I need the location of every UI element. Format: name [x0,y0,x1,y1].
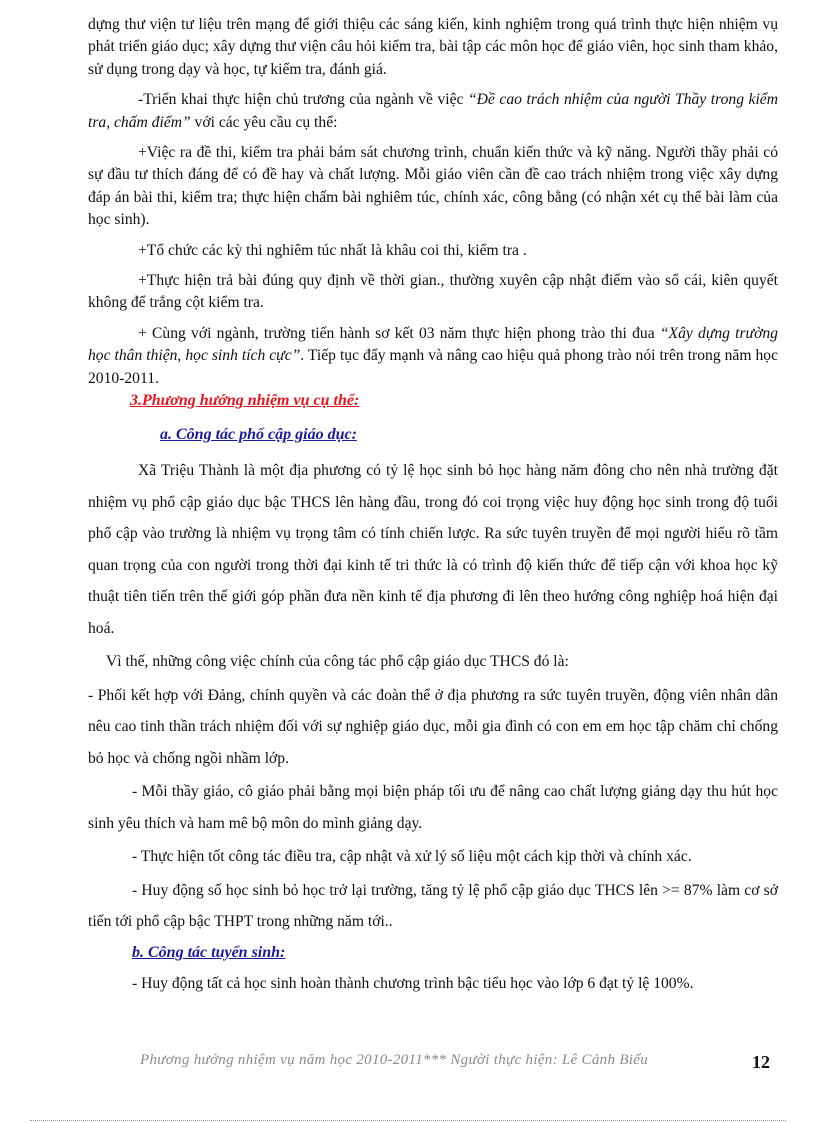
paragraph-6 [88,323,778,390]
section-3-heading-wrap [88,392,778,410]
bottom-divider [30,1120,786,1121]
paragraph-2-quote: “Đề cao trách nhiệm của người Thầy trong kiểm tra, chấm điểm” [88,91,778,131]
paragraph-2-pre: -Triển khai thực hiện chủ trương của ngành về việc [138,91,468,109]
paragraph-6-post: . Tiếp tục đẩy mạnh và nâng cao hiệu quả phong trào nói trên trong năm học 2010-2011. [88,347,779,387]
paragraph-11: - Thực hiện tốt công tác điều tra, cập nhật và xử lý số liệu một cách kịp thời và chính xác. [132,848,692,865]
paragraph-7: Xã Triệu Thành là một địa phương có tỷ lệ học sinh bỏ học hàng năm đông cho nên nhà trường đặt nhiệm vụ phổ cập giáo dục bậc THCS lên hàng đầu, trong đó coi trọng việc huy động học sinh trong độ tuổi phổ cập vào trường là nhiệm vụ trọng tâm có tính chiến lược. Ra sức tuyên truyền để mọi người hiểu rõ tầm quan trọng của con người trong thời đại kinh tế tri thức là có trình độ kiến thức để tiếp cận với khoa học kỹ thuật tiên tiến trên thế giới góp phần đưa nền kinh tế địa phương đi lên theo hướng công nghiệp hoá hiện đại hoá. [88,462,778,637]
body-upper [88,14,778,390]
section-a-heading-wrap [88,426,778,444]
paragraph-13: - Huy động tất cả học sinh hoàn thành chương trình bậc tiểu học vào lớp 6 đạt tỷ lệ 100%. [132,974,694,992]
body-lower [88,455,778,999]
page-number: 12 [752,1052,770,1072]
paragraph-2 [88,89,778,134]
paragraph-4: +Tổ chức các kỳ thi nghiêm túc nhất là khâu coi thi, kiểm tra . [138,241,527,259]
footer-text: Phương hướng nhiệm vụ năm học 2010-2011*** Người thực hiện: Lê Cảnh Biểu [140,1052,649,1068]
paragraph-2-post: với các yêu cầu cụ thể: [190,113,338,131]
section-3-heading: 3.Phương hướng nhiệm vụ cụ thể: [130,392,360,409]
section-a-heading: a. Công tác phổ cập giáo dục: [160,426,357,443]
paragraph-3: +Việc ra đề thi, kiểm tra phải bám sát chương trình, chuẩn kiến thức và kỹ năng. Người thầy phải có sự đầu tư thích đáng để có đề hay và chất lượng. Mỗi giáo viên cần đề cao trách nhiệm trong việc xây dựng đáp án bài thi, kiểm tra; thực hiện chấm bài nghiêm túc, chính xác, công bằng (có nhận xét cụ thể bài làm của học sinh). [88,144,778,229]
paragraph-1: dựng thư viện tư liệu trên mạng để giới thiệu các sáng kiến, kinh nghiệm trong quá trình thực hiện nhiệm vụ phát triển giáo dục; xây dựng thư viện câu hỏi kiểm tra, bài tập các môn học để giáo viên, học sinh tham khảo, sử dụng trong dạy và học, tự kiểm tra, đánh giá. [88,16,778,78]
paragraph-12: - Huy động số học sinh bỏ học trở lại trường, tăng tỷ lệ phổ cập giáo dục THCS lên >= 87% làm cơ sở tiến tới phổ cập bậc THPT trong những năm tới.. [88,881,778,930]
paragraph-10: - Mỗi thầy giáo, cô giáo phải bằng mọi biện pháp tối ưu để nâng cao chất lượng giảng dạy thu hút học sinh yêu thích và ham mê bộ môn do mình giảng dạy. [88,783,778,832]
section-b-heading: b. Công tác tuyển sinh: [132,943,286,961]
paragraph-9: - Phối kết hợp với Đảng, chính quyền và các đoàn thể ở địa phương ra sức tuyên truyền, động viên nhân dân nêu cao tinh thần trách nhiệm đối với sự nghiệp giáo dục, mỗi gia đình có con em em học tập chăm chỉ chống bỏ học và chống ngồi nhầm lớp. [88,686,778,767]
paragraph-6-pre: + Cùng với ngành, trường tiến hành sơ kết 03 năm thực hiện phong trào thi đua [138,324,660,342]
paragraph-5: +Thực hiện trả bài đúng quy định về thời gian., thường xuyên cập nhật điểm vào sổ cái, kiên quyết không để trắng cột kiểm tra. [88,272,778,312]
paragraph-6-quote: “Xây dựng trường học thân thiện, học sinh tích cực” [88,324,778,365]
paragraph-8: Vì thế, những công việc chính của công tác phổ cập giáo dục THCS đó là: [106,653,569,670]
